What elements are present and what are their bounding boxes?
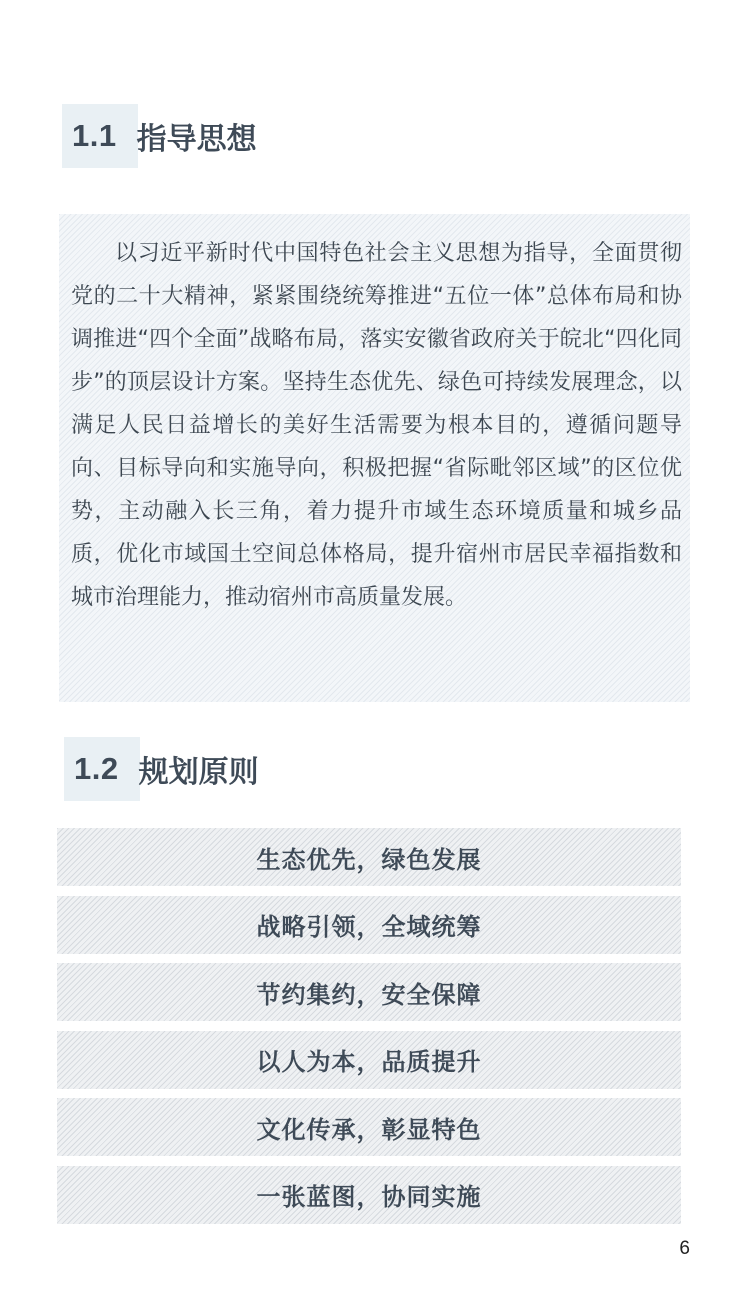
principle-label: 节约集约，安全保障 <box>256 980 482 1009</box>
principles-list <box>57 828 681 1233</box>
principle-label: 战略引领，全域统筹 <box>256 913 482 941</box>
principle-label: 生态优先，绿色发展 <box>256 845 482 874</box>
section-title: 规划原则 <box>138 755 259 790</box>
section-number: 1.2 <box>74 751 119 786</box>
section-number: 1.1 <box>72 118 117 153</box>
principle-label: 以人为本，品质提升 <box>256 1048 482 1076</box>
guiding-ideology-box <box>59 214 690 702</box>
section-heading-planning-principles <box>64 737 259 801</box>
section-title: 指导思想 <box>136 122 257 157</box>
principle-item <box>57 828 681 886</box>
principle-label: 一张蓝图，协同实施 <box>256 1183 482 1211</box>
principle-item <box>57 896 681 954</box>
guiding-ideology-paragraph: 以习近平新时代中国特色社会主义思想为指导，全面贯彻党的二十大精神，紧紧围绕统筹推进“五位一体”总体布局和协调推进“四个全面”战略布局，落实安徽省政府关于皖北“四化同步”的顶层设计方案。坚持生态优先、绿色可持续发展理念，以满足人民日益增长的美好生活需要为根本目的，遵循问题导向、目标导向和实施导向，积极把握“省际毗邻区域”的区位优势，主动融入长三角，着力提升市域生态环境质量和城乡品质，优化市域国土空间总体格局，提升宿州市居民幸福指数和城市治理能力，推动宿州市高质量发展。 <box>71 241 682 610</box>
principle-label: 文化传承，彰显特色 <box>256 1115 482 1144</box>
principle-item <box>57 1166 681 1224</box>
principle-item <box>57 1031 681 1089</box>
principle-item <box>57 1098 681 1156</box>
principle-item <box>57 963 681 1021</box>
section-heading-guiding-ideology <box>62 104 257 168</box>
page-number: 6 <box>679 1238 690 1259</box>
